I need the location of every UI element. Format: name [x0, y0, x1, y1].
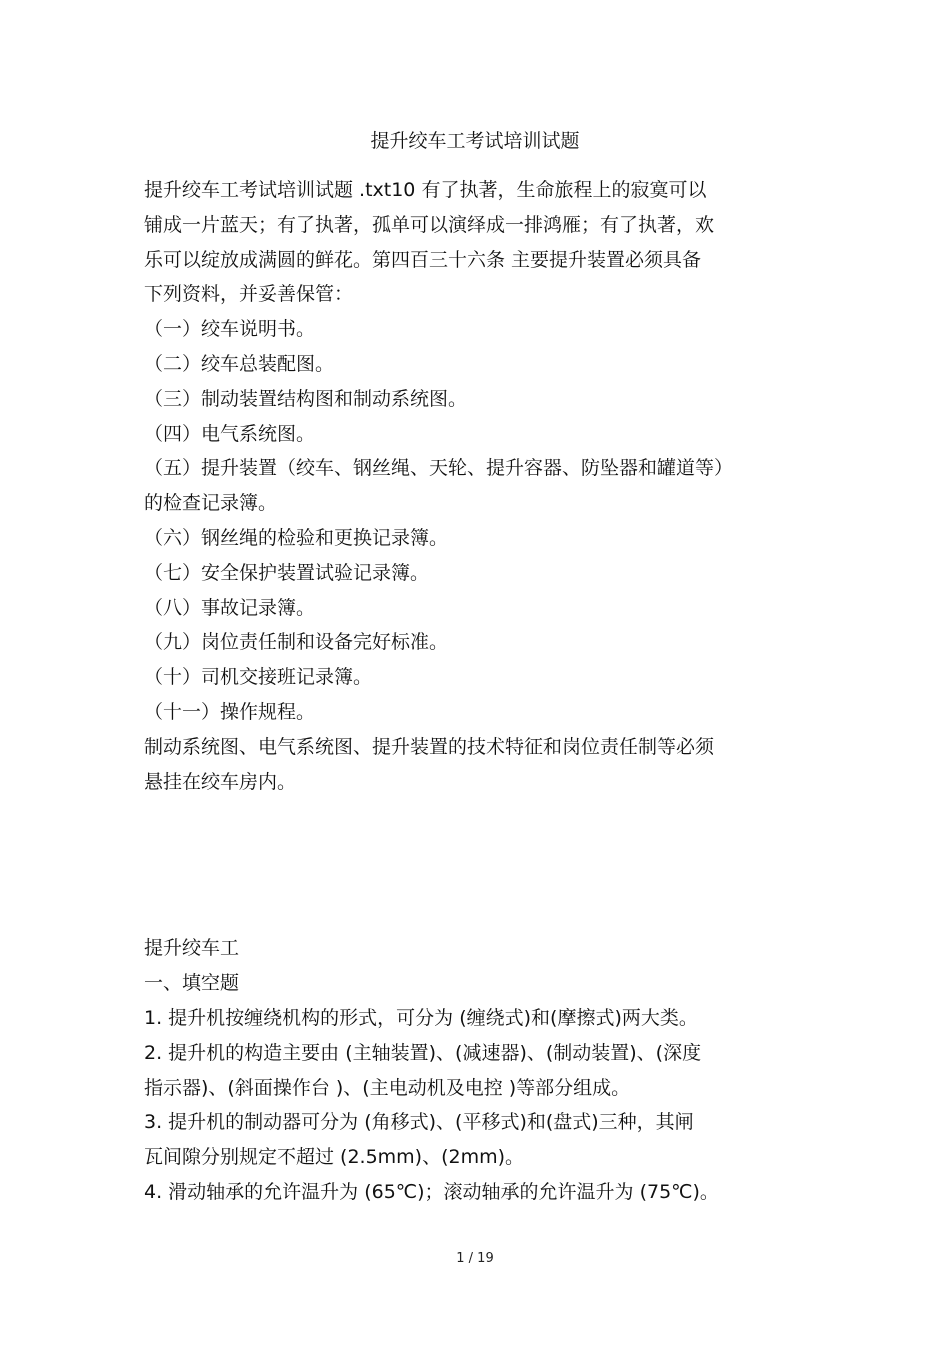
document-body: [144, 173, 824, 1210]
text-line: 悬挂在绞车房内。: [144, 770, 297, 793]
page-number: 1 / 19: [456, 1251, 494, 1266]
list-item: （六）钢丝绳的检验和更换记录簿。: [144, 526, 449, 549]
list-item: （八）事故记录簿。: [144, 596, 316, 619]
text-line: 下列资料，并妥善保管：: [144, 283, 354, 306]
list-item: （九）岗位责任制和设备完好标准。: [144, 631, 449, 654]
list-item: （三）制动装置结构图和制动系统图。: [144, 387, 468, 410]
list-item: （十）司机交接班记录簿。: [144, 666, 373, 689]
subsection-heading: 一、填空题: [144, 972, 240, 995]
list-item: 的检查记录簿。: [144, 492, 278, 515]
page-title: 提升绞车工考试培训试题: [370, 130, 580, 152]
section-gap: [144, 799, 824, 931]
question-line: 1. 提升机按缠绕机构的形式，可分为 (缠绕式)和(摩擦式)两大类。: [144, 1006, 698, 1029]
list-item: （一）绞车说明书。: [144, 318, 316, 341]
question-line: 瓦间隙分别规定不超过 (2.5mm)、(2mm)。: [144, 1146, 525, 1169]
text-line: 铺成一片蓝天；有了执著，孤单可以演绎成一排鸿雁；有了执著，欢: [144, 213, 715, 236]
question-line: 3. 提升机的制动器可分为 (角移式)、(平移式)和(盘式)三种，其闸: [144, 1111, 694, 1134]
text-line: 提升绞车工考试培训试题 .txt10 有了执著，生命旅程上的寂寞可以: [144, 179, 707, 201]
text-line: 乐可以绽放成满圆的鲜花。第四百三十六条 主要提升装置必须具备: [144, 248, 702, 271]
list-item: （五）提升装置（绞车、钢丝绳、天轮、提升容器、防坠器和罐道等）: [144, 457, 734, 480]
list-item: （二）绞车总装配图。: [144, 352, 335, 375]
question-line: 4. 滑动轴承的允许温升为 (65℃)；滚动轴承的允许温升为 (75℃)。: [144, 1180, 719, 1203]
section-heading: 提升绞车工: [144, 937, 240, 960]
text-line: 制动系统图、电气系统图、提升装置的技术特征和岗位责任制等必须: [144, 735, 715, 758]
question-line: 2. 提升机的构造主要由 (主轴装置)、(减速器)、(制动装置)、(深度: [144, 1041, 702, 1064]
list-item: （十一）操作规程。: [144, 700, 316, 723]
list-item: （七）安全保护装置试验记录簿。: [144, 561, 430, 584]
question-line: 指示器)、(斜面操作台 )、(主电动机及电控 )等部分组成。: [144, 1076, 631, 1099]
list-item: （四）电气系统图。: [144, 422, 316, 445]
